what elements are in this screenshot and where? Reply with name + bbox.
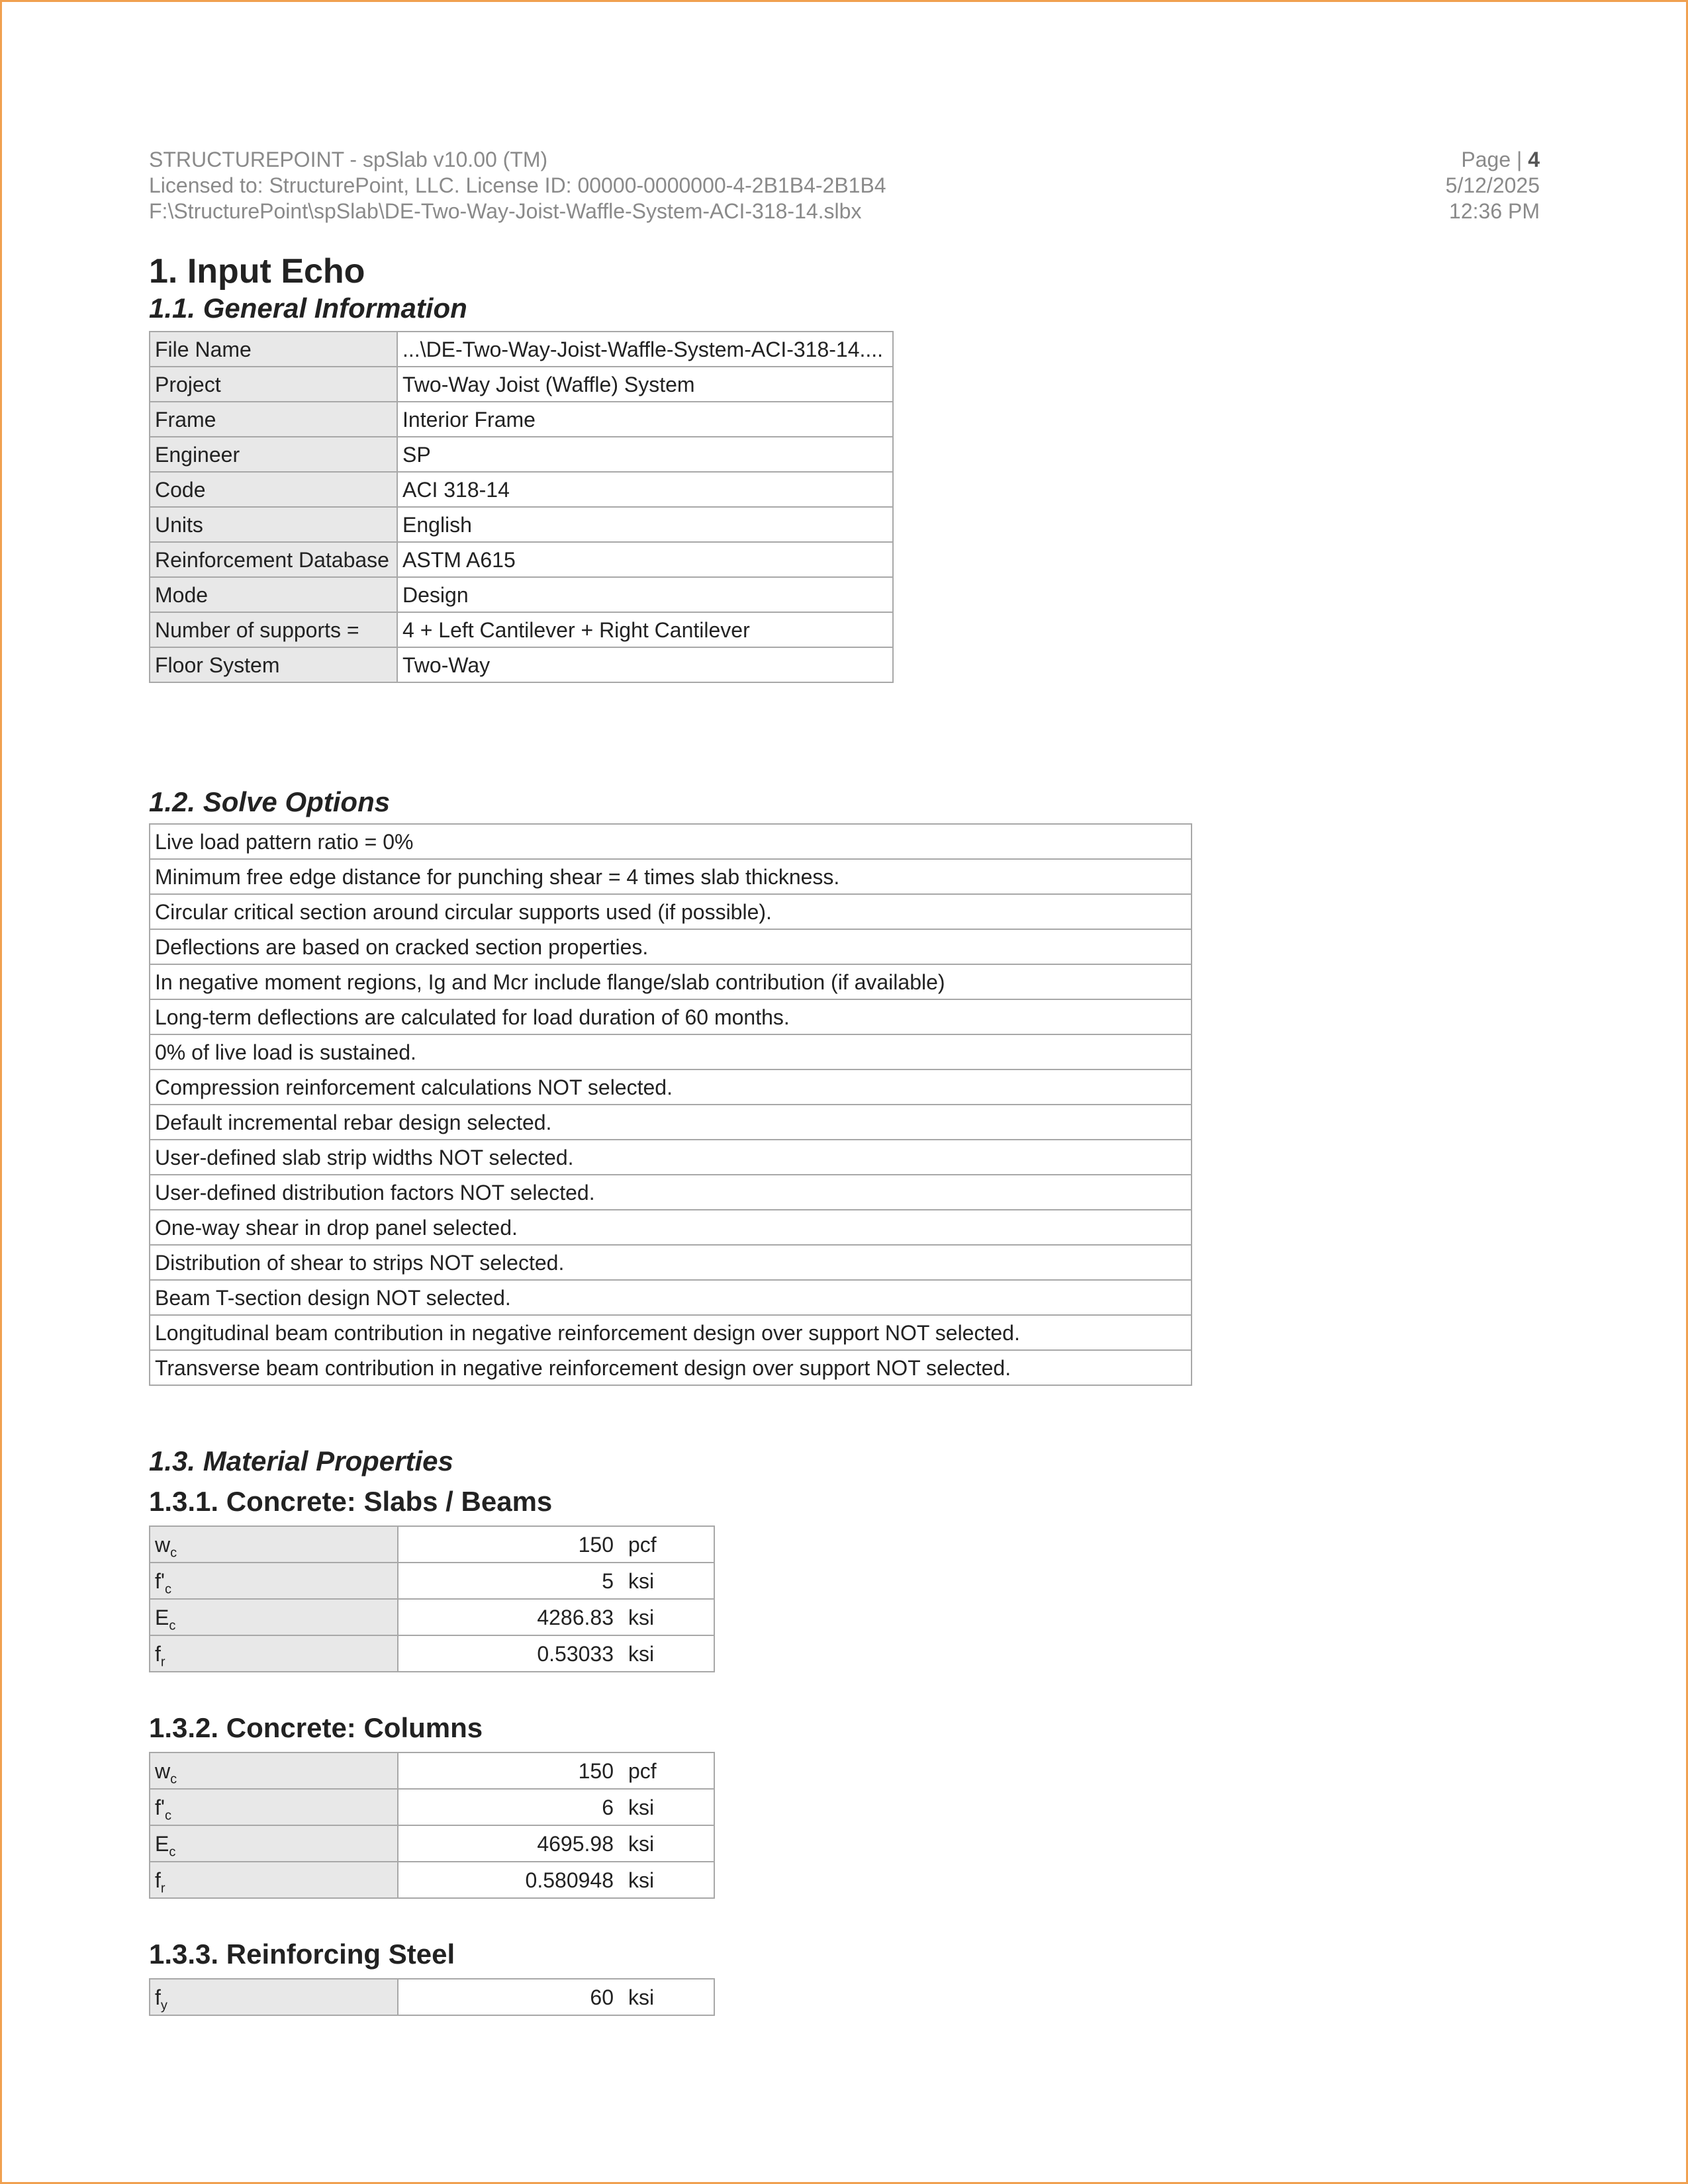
property-value: 0.53033 xyxy=(398,1635,628,1672)
symbol-subscript: c xyxy=(169,1844,176,1860)
table-row xyxy=(150,1034,1192,1069)
concrete-columns-heading: 1.3.2. Concrete: Columns xyxy=(149,1712,483,1743)
field-value: ...\DE-Two-Way-Joist-Waffle-System-ACI-318-14.... xyxy=(397,332,893,367)
field-value: ACI 318-14 xyxy=(397,472,893,507)
solve-option-text: User-defined distribution factors NOT selected. xyxy=(150,1175,1192,1210)
field-value: Two-Way xyxy=(397,647,893,682)
table-row xyxy=(150,1105,1192,1140)
symbol-base: f xyxy=(155,1642,161,1666)
table-row xyxy=(150,1599,714,1635)
solve-option-text: Distribution of shear to strips NOT selected. xyxy=(150,1245,1192,1280)
symbol-subscript: c xyxy=(165,1808,171,1823)
property-unit: ksi xyxy=(628,1563,714,1599)
property-value: 5 xyxy=(398,1563,628,1599)
solve-options-table xyxy=(149,823,1192,1386)
symbol-base: w xyxy=(155,1533,171,1557)
table-row xyxy=(150,929,1192,964)
table-row xyxy=(150,1635,714,1672)
solve-option-text: Long-term deflections are calculated for load duration of 60 months. xyxy=(150,999,1192,1034)
table-row xyxy=(150,964,1192,999)
symbol-subscript: r xyxy=(160,1655,165,1670)
property-unit: ksi xyxy=(628,1862,714,1898)
property-unit: ksi xyxy=(628,1825,714,1862)
property-symbol xyxy=(150,1862,398,1898)
symbol-subscript: c xyxy=(165,1582,171,1597)
concrete-slabs-heading: 1.3.1. Concrete: Slabs / Beams xyxy=(149,1486,553,1517)
table-row xyxy=(150,542,893,577)
property-value: 0.580948 xyxy=(398,1862,628,1898)
symbol-subscript: c xyxy=(170,1772,177,1787)
solve-option-text: Compression reinforcement calculations NOT selected. xyxy=(150,1069,1192,1105)
table-row xyxy=(150,1979,714,2015)
table-row xyxy=(150,402,893,437)
solve-options-heading: 1.2. Solve Options xyxy=(149,786,391,817)
report-header-left xyxy=(149,147,886,224)
table-row xyxy=(150,612,893,647)
property-symbol xyxy=(150,1635,398,1672)
property-symbol xyxy=(150,1979,398,2015)
table-row xyxy=(150,1862,714,1898)
table-row xyxy=(150,1789,714,1825)
solve-option-text: Default incremental rebar design selected. xyxy=(150,1105,1192,1140)
field-label: Mode xyxy=(150,577,397,612)
field-label: Floor System xyxy=(150,647,397,682)
property-value: 150 xyxy=(398,1526,628,1563)
table-row xyxy=(150,1245,1192,1280)
field-label: Engineer xyxy=(150,437,397,472)
table-row xyxy=(150,1210,1192,1245)
property-unit: ksi xyxy=(628,1789,714,1825)
property-value: 150 xyxy=(398,1752,628,1789)
program-line: STRUCTUREPOINT - spSlab v10.00 (TM) xyxy=(149,148,548,171)
table-row xyxy=(150,472,893,507)
field-value: Design xyxy=(397,577,893,612)
field-label: Code xyxy=(150,472,397,507)
license-line: Licensed to: StructurePoint, LLC. License ID: 00000-0000000-4-2B1B4-2B1B4 xyxy=(149,173,886,197)
report-header-right xyxy=(1446,147,1540,224)
field-label: Reinforcement Database xyxy=(150,542,397,577)
field-value: English xyxy=(397,507,893,542)
table-row xyxy=(150,367,893,402)
solve-option-text: Circular critical section around circular supports used (if possible). xyxy=(150,894,1192,929)
symbol-base: f xyxy=(155,1985,161,2009)
table-row xyxy=(150,647,893,682)
symbol-subscript: y xyxy=(160,1998,167,2013)
table-row xyxy=(150,1752,714,1789)
table-row xyxy=(150,894,1192,929)
table-row xyxy=(150,1315,1192,1350)
property-value: 6 xyxy=(398,1789,628,1825)
table-row xyxy=(150,1140,1192,1175)
table-row xyxy=(150,507,893,542)
field-value: Two-Way Joist (Waffle) System xyxy=(397,367,893,402)
property-value: 60 xyxy=(398,1979,628,2015)
concrete-slabs-table xyxy=(149,1525,715,1672)
property-unit: ksi xyxy=(628,1599,714,1635)
solve-option-text: Longitudinal beam contribution in negative reinforcement design over support NOT selected. xyxy=(150,1315,1192,1350)
solve-option-text: Live load pattern ratio = 0% xyxy=(150,824,1192,859)
symbol-base: E xyxy=(155,1606,169,1629)
solve-option-text: In negative moment regions, Ig and Mcr include flange/slab contribution (if available) xyxy=(150,964,1192,999)
solve-option-text: User-defined slab strip widths NOT selected. xyxy=(150,1140,1192,1175)
table-row xyxy=(150,1350,1192,1385)
reinforcing-steel-heading: 1.3.3. Reinforcing Steel xyxy=(149,1938,455,1970)
symbol-base: f' xyxy=(155,1569,165,1593)
table-row xyxy=(150,999,1192,1034)
file-path-line: F:\StructurePoint\spSlab\DE-Two-Way-Joist-Waffle-System-ACI-318-14.slbx xyxy=(149,199,862,223)
concrete-columns-table xyxy=(149,1752,715,1899)
page-number: 4 xyxy=(1528,148,1540,171)
field-value: Interior Frame xyxy=(397,402,893,437)
section-title-input-echo: 1. Input Echo xyxy=(149,252,365,291)
field-value: SP xyxy=(397,437,893,472)
field-value: 4 + Left Cantilever + Right Cantilever xyxy=(397,612,893,647)
property-unit: ksi xyxy=(628,1635,714,1672)
table-row xyxy=(150,1069,1192,1105)
table-row xyxy=(150,859,1192,894)
material-properties-heading: 1.3. Material Properties xyxy=(149,1445,453,1477)
reinforcing-steel-table xyxy=(149,1978,715,2016)
table-row xyxy=(150,1526,714,1563)
field-label: Frame xyxy=(150,402,397,437)
property-symbol xyxy=(150,1599,398,1635)
table-row xyxy=(150,824,1192,859)
table-row xyxy=(150,577,893,612)
solve-option-text: Minimum free edge distance for punching shear = 4 times slab thickness. xyxy=(150,859,1192,894)
property-symbol xyxy=(150,1526,398,1563)
property-symbol xyxy=(150,1825,398,1862)
field-value: ASTM A615 xyxy=(397,542,893,577)
property-value: 4286.83 xyxy=(398,1599,628,1635)
symbol-base: w xyxy=(155,1759,171,1783)
symbol-subscript: c xyxy=(169,1618,176,1633)
property-symbol xyxy=(150,1752,398,1789)
report-date: 5/12/2025 xyxy=(1445,173,1540,197)
table-row xyxy=(150,332,893,367)
report-time: 12:36 PM xyxy=(1449,199,1540,223)
general-info-table xyxy=(149,331,894,683)
property-unit: pcf xyxy=(628,1526,714,1563)
solve-option-text: One-way shear in drop panel selected. xyxy=(150,1210,1192,1245)
symbol-subscript: c xyxy=(170,1545,177,1561)
property-unit: ksi xyxy=(628,1979,714,2015)
table-row xyxy=(150,437,893,472)
table-row xyxy=(150,1280,1192,1315)
property-value: 4695.98 xyxy=(398,1825,628,1862)
page-indicator xyxy=(1446,147,1540,173)
general-info-heading: 1.1. General Information xyxy=(149,293,467,324)
table-row xyxy=(150,1175,1192,1210)
solve-option-text: Deflections are based on cracked section properties. xyxy=(150,929,1192,964)
symbol-base: f' xyxy=(155,1796,165,1819)
field-label: File Name xyxy=(150,332,397,367)
field-label: Project xyxy=(150,367,397,402)
solve-option-text: 0% of live load is sustained. xyxy=(150,1034,1192,1069)
solve-option-text: Transverse beam contribution in negative reinforcement design over support NOT selected. xyxy=(150,1350,1192,1385)
property-unit: pcf xyxy=(628,1752,714,1789)
field-label: Units xyxy=(150,507,397,542)
symbol-subscript: r xyxy=(160,1881,165,1896)
table-row xyxy=(150,1825,714,1862)
symbol-base: f xyxy=(155,1868,161,1892)
page-label: Page | xyxy=(1461,148,1523,171)
table-row xyxy=(150,1563,714,1599)
property-symbol xyxy=(150,1789,398,1825)
field-label: Number of supports = xyxy=(150,612,397,647)
solve-option-text: Beam T-section design NOT selected. xyxy=(150,1280,1192,1315)
symbol-base: E xyxy=(155,1832,169,1856)
property-symbol xyxy=(150,1563,398,1599)
